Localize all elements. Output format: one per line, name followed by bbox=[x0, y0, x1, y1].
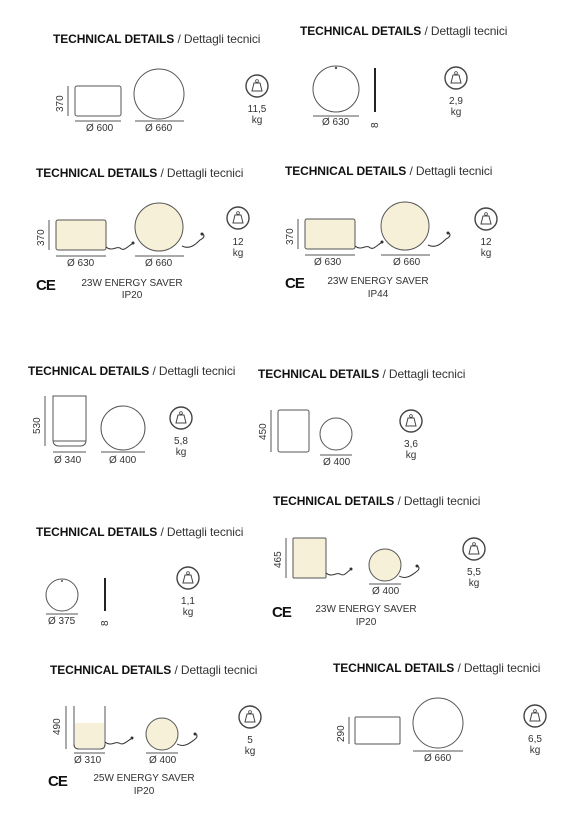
block-title: TECHNICAL DETAILS / Dettagli tecnici bbox=[36, 525, 244, 539]
weight-unit: kg bbox=[468, 578, 480, 589]
height-label: 370 bbox=[55, 95, 66, 112]
weight-value: 6,5 bbox=[528, 734, 542, 745]
block-title: TECHNICAL DETAILS / Dettagli tecnici bbox=[53, 32, 261, 46]
weight-unit: kg bbox=[480, 248, 492, 259]
spec-line: 23W ENERGY SAVER bbox=[81, 278, 183, 289]
block-title: TECHNICAL DETAILS / Dettagli tecnici bbox=[300, 24, 508, 38]
dim-label: Ø 600 bbox=[86, 123, 114, 134]
weight-value: 2,9 bbox=[449, 96, 463, 107]
weight-unit: kg bbox=[175, 447, 187, 458]
dim-label: Ø 400 bbox=[149, 755, 177, 766]
ce-mark: CE bbox=[285, 275, 304, 292]
dim-label: Ø 630 bbox=[322, 117, 350, 128]
spec-line: IP20 bbox=[121, 290, 143, 301]
thickness-label: 8 bbox=[370, 122, 381, 128]
thickness-label: 8 bbox=[100, 620, 111, 626]
weight-unit: kg bbox=[450, 107, 462, 118]
dim-label: Ø 660 bbox=[145, 123, 173, 134]
block-title: TECHNICAL DETAILS / Dettagli tecnici bbox=[36, 166, 244, 180]
weight-unit: kg bbox=[232, 248, 244, 259]
dim-label: Ø 660 bbox=[424, 753, 452, 764]
weight-value: 3,6 bbox=[404, 439, 418, 450]
weight-value: 12 bbox=[232, 237, 244, 248]
weight-value: 11,5 bbox=[247, 104, 267, 115]
height-label: 370 bbox=[36, 229, 47, 246]
weight-value: 5,8 bbox=[174, 436, 188, 447]
dim-label: Ø 660 bbox=[145, 258, 173, 269]
height-label: 370 bbox=[285, 228, 296, 245]
ce-mark: CE bbox=[36, 277, 55, 294]
ce-mark: CE bbox=[48, 773, 67, 790]
dim-label: Ø 310 bbox=[74, 755, 102, 766]
block-title: TECHNICAL DETAILS / Dettagli tecnici bbox=[333, 661, 541, 675]
dim-label: Ø 630 bbox=[314, 257, 342, 268]
weight-unit: kg bbox=[529, 745, 541, 756]
weight-unit: kg bbox=[182, 607, 194, 618]
dim-label: Ø 630 bbox=[67, 258, 95, 269]
spec-line: 25W ENERGY SAVER bbox=[93, 773, 195, 784]
height-label: 490 bbox=[52, 718, 63, 735]
spec-line: IP44 bbox=[367, 289, 389, 300]
height-label: 530 bbox=[32, 417, 43, 434]
spec-line: IP20 bbox=[355, 617, 377, 628]
weight-unit: kg bbox=[251, 115, 263, 126]
dim-label: Ø 400 bbox=[372, 586, 400, 597]
height-label: 290 bbox=[336, 725, 347, 742]
height-label: 450 bbox=[258, 423, 269, 440]
weight-value: 5,5 bbox=[467, 567, 481, 578]
dim-label: Ø 400 bbox=[323, 457, 351, 468]
block-title: TECHNICAL DETAILS / Dettagli tecnici bbox=[50, 663, 258, 677]
weight-value: 12 bbox=[480, 237, 492, 248]
spec-line: IP20 bbox=[133, 786, 155, 797]
weight-value: 1,1 bbox=[181, 596, 195, 607]
spec-line: 23W ENERGY SAVER bbox=[327, 276, 429, 287]
weight-unit: kg bbox=[244, 746, 256, 757]
spec-line: 23W ENERGY SAVER bbox=[315, 604, 417, 615]
dim-label: Ø 660 bbox=[393, 257, 421, 268]
block-title: TECHNICAL DETAILS / Dettagli tecnici bbox=[258, 367, 466, 381]
block-title: TECHNICAL DETAILS / Dettagli tecnici bbox=[273, 494, 481, 508]
weight-value: 5 bbox=[247, 735, 253, 746]
dim-label: Ø 375 bbox=[48, 616, 76, 627]
ce-mark: CE bbox=[272, 604, 291, 621]
dim-label: Ø 400 bbox=[109, 455, 137, 466]
dim-label: Ø 340 bbox=[54, 455, 82, 466]
weight-unit: kg bbox=[405, 450, 417, 461]
height-label: 465 bbox=[273, 551, 284, 568]
block-title: TECHNICAL DETAILS / Dettagli tecnici bbox=[28, 364, 236, 378]
block-title: TECHNICAL DETAILS / Dettagli tecnici bbox=[285, 164, 493, 178]
